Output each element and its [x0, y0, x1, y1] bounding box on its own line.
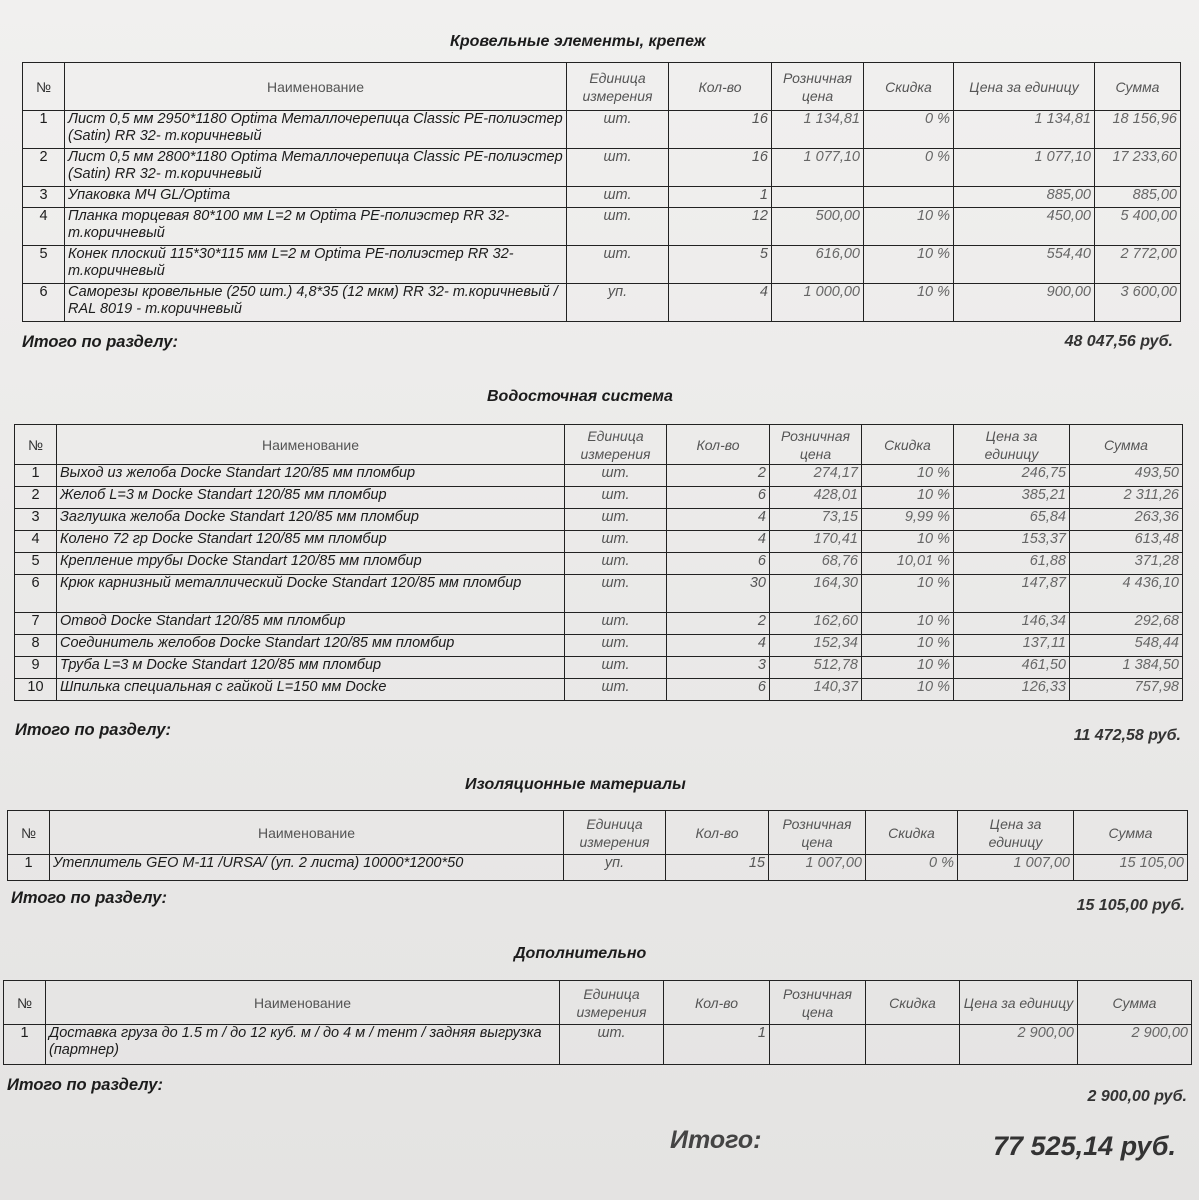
- row-qty: 4: [667, 635, 770, 657]
- row-num: 10: [15, 679, 57, 701]
- row-name: Заглушка желоба Docke Standart 120/85 мм пломбир: [57, 509, 565, 531]
- col-header-qty: Кол-во: [667, 425, 770, 465]
- row-sum: 885,00: [1095, 187, 1181, 208]
- row-name: Саморезы кровельные (250 шт.) 4,8*35 (12 мкм) RR 32- т.коричневый / RAL 8019 - т.коричневый: [65, 284, 567, 322]
- row-name: Желоб L=3 м Docke Standart 120/85 мм пломбир: [57, 487, 565, 509]
- row-qty: 30: [667, 575, 770, 613]
- row-num: 5: [23, 246, 65, 284]
- row-sum: 613,48: [1070, 531, 1183, 553]
- row-discount: 10 %: [862, 635, 954, 657]
- table-header-row: [8, 811, 1188, 855]
- row-unit-price: 146,34: [954, 613, 1070, 635]
- table-row: [23, 246, 1181, 284]
- table-row: [4, 1025, 1192, 1065]
- col-header-retail: Розничная цена: [769, 811, 866, 855]
- row-discount: 0 %: [864, 149, 954, 187]
- table-row: [15, 635, 1183, 657]
- row-unit: шт.: [565, 575, 667, 613]
- row-name: Конек плоский 115*30*115 мм L=2 м Optima PE-полиэстер RR 32- т.коричневый: [65, 246, 567, 284]
- col-header-sum: Сумма: [1095, 63, 1181, 111]
- subtotal-label: Итого по разделу:: [7, 1076, 163, 1094]
- row-sum: 4 436,10: [1070, 575, 1183, 613]
- col-header-unit-price: Цена за единицу: [958, 811, 1074, 855]
- col-header-qty: Кол-во: [664, 981, 770, 1025]
- row-num: 6: [23, 284, 65, 322]
- row-name: Соединитель желобов Docke Standart 120/85 мм пломбир: [57, 635, 565, 657]
- row-unit-price: 554,40: [954, 246, 1095, 284]
- row-num: 8: [15, 635, 57, 657]
- row-num: 5: [15, 553, 57, 575]
- section-title-drainage: Водосточная система: [487, 388, 673, 405]
- col-header-num: №: [23, 63, 65, 111]
- row-name: Крюк карнизный металлический Docke Standart 120/85 мм пломбир: [57, 575, 565, 613]
- row-num: 2: [23, 149, 65, 187]
- row-retail: 73,15: [770, 509, 862, 531]
- row-sum: 5 400,00: [1095, 208, 1181, 246]
- col-header-sum: Сумма: [1070, 425, 1183, 465]
- row-retail: 152,34: [770, 635, 862, 657]
- row-unit-price: 450,00: [954, 208, 1095, 246]
- row-num: 3: [15, 509, 57, 531]
- col-header-discount: Скидка: [864, 63, 954, 111]
- row-sum: 2 900,00: [1078, 1025, 1192, 1065]
- row-name: Лист 0,5 мм 2950*1180 Optima Металлочерепица Classic PE-полиэстер (Satin) RR 32- т.коричневый: [65, 111, 567, 149]
- row-sum: 548,44: [1070, 635, 1183, 657]
- col-header-unit-price: Цена за единицу: [960, 981, 1078, 1025]
- col-header-name: Наименование: [57, 425, 565, 465]
- col-header-retail: Розничная цена: [770, 981, 866, 1025]
- row-unit-price: 153,37: [954, 531, 1070, 553]
- row-unit: уп.: [567, 284, 669, 322]
- subtotal-value: 11 472,58 руб.: [1073, 727, 1181, 744]
- col-header-name: Наименование: [46, 981, 560, 1025]
- row-unit-price: 1 077,10: [954, 149, 1095, 187]
- row-discount: 10 %: [862, 575, 954, 613]
- row-qty: 16: [669, 111, 772, 149]
- table-header-row: [15, 425, 1183, 465]
- row-retail: [770, 1025, 866, 1065]
- table-row: [8, 855, 1188, 881]
- row-num: 1: [23, 111, 65, 149]
- row-unit-price: 126,33: [954, 679, 1070, 701]
- row-num: 7: [15, 613, 57, 635]
- row-unit: шт.: [565, 465, 667, 487]
- row-unit: шт.: [560, 1025, 664, 1065]
- row-retail: 170,41: [770, 531, 862, 553]
- row-qty: 16: [669, 149, 772, 187]
- row-num: 9: [15, 657, 57, 679]
- grand-total-label: Итого:: [670, 1126, 762, 1154]
- table-row: [15, 487, 1183, 509]
- row-discount: 10 %: [862, 679, 954, 701]
- table-row: [15, 657, 1183, 679]
- row-sum: 757,98: [1070, 679, 1183, 701]
- table-header-row: [23, 63, 1181, 111]
- row-unit-price: 900,00: [954, 284, 1095, 322]
- row-discount: 10 %: [862, 613, 954, 635]
- row-sum: 493,50: [1070, 465, 1183, 487]
- row-sum: 263,36: [1070, 509, 1183, 531]
- row-discount: 0 %: [866, 855, 958, 881]
- row-qty: 15: [666, 855, 769, 881]
- row-qty: 2: [667, 465, 770, 487]
- subtotal-label: Итого по разделу:: [22, 333, 178, 351]
- row-unit-price: 385,21: [954, 487, 1070, 509]
- row-unit: шт.: [565, 531, 667, 553]
- row-sum: 1 384,50: [1070, 657, 1183, 679]
- roofing-table: [22, 62, 1181, 322]
- table-row: [15, 679, 1183, 701]
- row-num: 1: [4, 1025, 46, 1065]
- row-retail: [772, 187, 864, 208]
- row-discount: 10 %: [864, 246, 954, 284]
- insulation-table: [7, 810, 1188, 881]
- section-title-roofing: Кровельные элементы, крепеж: [450, 33, 706, 50]
- subtotal-value: 2 900,00 руб.: [1087, 1088, 1187, 1105]
- row-discount: 9,99 %: [862, 509, 954, 531]
- row-qty: 1: [669, 187, 772, 208]
- table-row: [23, 187, 1181, 208]
- row-unit-price: 2 900,00: [960, 1025, 1078, 1065]
- row-sum: 17 233,60: [1095, 149, 1181, 187]
- row-retail: 428,01: [770, 487, 862, 509]
- row-qty: 2: [667, 613, 770, 635]
- row-name: Шпилька специальная с гайкой L=150 мм Docke: [57, 679, 565, 701]
- col-header-num: №: [15, 425, 57, 465]
- table-row: [23, 111, 1181, 149]
- col-header-unit-price: Цена за единицу: [954, 63, 1095, 111]
- row-sum: 2 772,00: [1095, 246, 1181, 284]
- col-header-unit: Единица измерения: [565, 425, 667, 465]
- row-name: Выход из желоба Docke Standart 120/85 мм пломбир: [57, 465, 565, 487]
- col-header-num: №: [4, 981, 46, 1025]
- row-retail: 1 007,00: [769, 855, 866, 881]
- row-retail: 274,17: [770, 465, 862, 487]
- row-unit-price: 885,00: [954, 187, 1095, 208]
- row-discount: [866, 1025, 960, 1065]
- row-unit-price: 65,84: [954, 509, 1070, 531]
- row-unit: уп.: [564, 855, 666, 881]
- row-sum: 18 156,96: [1095, 111, 1181, 149]
- row-discount: [864, 187, 954, 208]
- row-discount: 10 %: [864, 284, 954, 322]
- col-header-unit: Единица измерения: [564, 811, 666, 855]
- row-discount: 10 %: [862, 465, 954, 487]
- row-sum: 3 600,00: [1095, 284, 1181, 322]
- table-row: [15, 509, 1183, 531]
- row-num: 6: [15, 575, 57, 613]
- row-name: Лист 0,5 мм 2800*1180 Optima Металлочерепица Classic PE-полиэстер (Satin) RR 32- т.коричневый: [65, 149, 567, 187]
- col-header-unit: Единица измерения: [560, 981, 664, 1025]
- row-name: Утеплитель GEO M-11 /URSA/ (уп. 2 листа) 10000*1200*50: [50, 855, 564, 881]
- row-retail: 140,37: [770, 679, 862, 701]
- table-header-row: [4, 981, 1192, 1025]
- row-unit-price: 461,50: [954, 657, 1070, 679]
- row-retail: 500,00: [772, 208, 864, 246]
- col-header-sum: Сумма: [1074, 811, 1188, 855]
- table-row: [23, 208, 1181, 246]
- row-num: 1: [15, 465, 57, 487]
- row-unit: шт.: [565, 657, 667, 679]
- row-sum: 371,28: [1070, 553, 1183, 575]
- row-unit-price: 147,87: [954, 575, 1070, 613]
- row-unit: шт.: [565, 635, 667, 657]
- row-num: 4: [15, 531, 57, 553]
- subtotal-label: Итого по разделу:: [11, 889, 167, 907]
- row-retail: 512,78: [770, 657, 862, 679]
- row-unit: шт.: [567, 208, 669, 246]
- row-unit: шт.: [565, 613, 667, 635]
- row-qty: 4: [667, 509, 770, 531]
- table-row: [15, 575, 1183, 613]
- row-qty: 1: [664, 1025, 770, 1065]
- row-unit: шт.: [567, 111, 669, 149]
- row-sum: 292,68: [1070, 613, 1183, 635]
- row-unit: шт.: [567, 187, 669, 208]
- subtotal-value: 15 105,00 руб.: [1076, 897, 1185, 914]
- table-row: [15, 465, 1183, 487]
- row-retail: 164,30: [770, 575, 862, 613]
- additional-table: [3, 980, 1192, 1065]
- row-name: Упаковка МЧ GL/Optima: [65, 187, 567, 208]
- section-title-insulation: Изоляционные материалы: [465, 776, 686, 793]
- row-sum: 2 311,26: [1070, 487, 1183, 509]
- row-qty: 6: [667, 487, 770, 509]
- table-row: [23, 284, 1181, 322]
- col-header-num: №: [8, 811, 50, 855]
- table-row: [15, 553, 1183, 575]
- row-num: 3: [23, 187, 65, 208]
- row-unit-price: 61,88: [954, 553, 1070, 575]
- section-title-additional: Дополнительно: [514, 945, 647, 962]
- row-unit-price: 1 134,81: [954, 111, 1095, 149]
- row-qty: 4: [667, 531, 770, 553]
- row-name: Крепление трубы Docke Standart 120/85 мм пломбир: [57, 553, 565, 575]
- row-unit: шт.: [567, 246, 669, 284]
- row-retail: 1 077,10: [772, 149, 864, 187]
- col-header-retail: Розничная цена: [770, 425, 862, 465]
- row-name: Отвод Docke Standart 120/85 мм пломбир: [57, 613, 565, 635]
- grand-total-value: 77 525,14 руб.: [993, 1131, 1176, 1161]
- col-header-retail: Розничная цена: [772, 63, 864, 111]
- col-header-name: Наименование: [50, 811, 564, 855]
- row-discount: 10,01 %: [862, 553, 954, 575]
- row-qty: 4: [669, 284, 772, 322]
- row-unit: шт.: [565, 509, 667, 531]
- col-header-unit: Единица измерения: [567, 63, 669, 111]
- row-retail: 1 134,81: [772, 111, 864, 149]
- col-header-name: Наименование: [65, 63, 567, 111]
- row-retail: 68,76: [770, 553, 862, 575]
- subtotal-label: Итого по разделу:: [15, 721, 171, 739]
- row-discount: 10 %: [864, 208, 954, 246]
- row-sum: 15 105,00: [1074, 855, 1188, 881]
- col-header-qty: Кол-во: [666, 811, 769, 855]
- row-qty: 12: [669, 208, 772, 246]
- col-header-qty: Кол-во: [669, 63, 772, 111]
- table-row: [15, 531, 1183, 553]
- row-discount: 10 %: [862, 531, 954, 553]
- row-num: 2: [15, 487, 57, 509]
- col-header-sum: Сумма: [1078, 981, 1192, 1025]
- row-name: Доставка груза до 1.5 т / до 12 куб. м / до 4 м / тент / задняя выгрузка (партнер): [46, 1025, 560, 1065]
- row-discount: 0 %: [864, 111, 954, 149]
- row-discount: 10 %: [862, 657, 954, 679]
- row-qty: 5: [669, 246, 772, 284]
- row-qty: 3: [667, 657, 770, 679]
- row-unit: шт.: [565, 487, 667, 509]
- row-name: Труба L=3 м Docke Standart 120/85 мм пломбир: [57, 657, 565, 679]
- row-name: Колено 72 гр Docke Standart 120/85 мм пломбир: [57, 531, 565, 553]
- row-qty: 6: [667, 679, 770, 701]
- col-header-discount: Скидка: [862, 425, 954, 465]
- row-unit-price: 246,75: [954, 465, 1070, 487]
- row-discount: 10 %: [862, 487, 954, 509]
- row-qty: 6: [667, 553, 770, 575]
- subtotal-value: 48 047,56 руб.: [1064, 333, 1173, 350]
- row-unit-price: 1 007,00: [958, 855, 1074, 881]
- row-num: 4: [23, 208, 65, 246]
- row-unit: шт.: [565, 679, 667, 701]
- row-retail: 1 000,00: [772, 284, 864, 322]
- table-row: [23, 149, 1181, 187]
- row-unit: шт.: [565, 553, 667, 575]
- row-name: Планка торцевая 80*100 мм L=2 м Optima PE-полиэстер RR 32- т.коричневый: [65, 208, 567, 246]
- table-row: [15, 613, 1183, 635]
- row-num: 1: [8, 855, 50, 881]
- col-header-discount: Скидка: [866, 981, 960, 1025]
- col-header-unit-price: Цена за единицу: [954, 425, 1070, 465]
- col-header-discount: Скидка: [866, 811, 958, 855]
- row-retail: 162,60: [770, 613, 862, 635]
- drainage-table: [14, 424, 1183, 701]
- row-retail: 616,00: [772, 246, 864, 284]
- row-unit-price: 137,11: [954, 635, 1070, 657]
- row-unit: шт.: [567, 149, 669, 187]
